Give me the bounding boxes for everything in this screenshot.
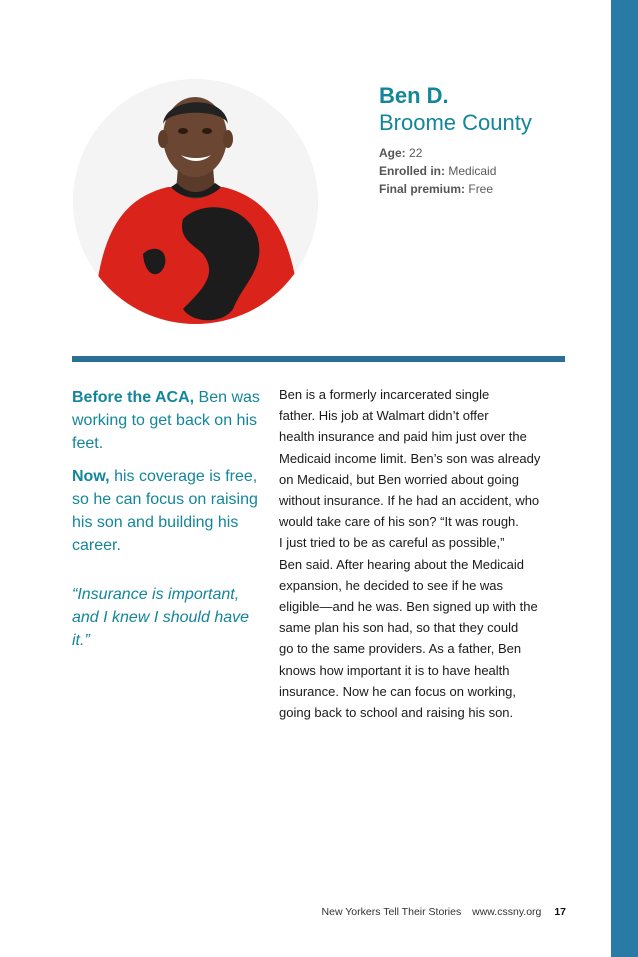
footer-url: www.cssny.org (472, 906, 542, 918)
age-value: 22 (409, 146, 423, 160)
premium-label: Final premium: (379, 182, 466, 196)
person-name: Ben D. (379, 83, 449, 108)
story-line: insurance. Now he can focus on working, (279, 683, 517, 699)
enrolled-value: Medicaid (448, 164, 497, 178)
before-aca-text: Ben was working to get back on his feet. (72, 389, 260, 452)
page-number: 17 (554, 906, 566, 918)
portrait-illustration (73, 79, 318, 324)
section-divider (72, 356, 565, 362)
story-line: would take care of his son? “It was rough. (279, 514, 519, 530)
now-lead: Now, (72, 468, 110, 485)
story-line: going back to school and raising his son. (279, 705, 514, 721)
story-line: father. His job at Walmart didn’t offer (279, 408, 489, 424)
page-footer (322, 906, 566, 918)
story-line: Medicaid income limit. Ben’s son was already (279, 450, 541, 466)
story-line: Ben is a formerly incarcerated single (279, 387, 490, 402)
story-line: Ben said. After hearing about the Medicaid (279, 556, 524, 572)
story-line: eligible—and he was. Ben signed up with the (279, 599, 538, 615)
page-edge-bar (611, 0, 638, 957)
profile-details (379, 144, 599, 198)
profile-header (379, 82, 599, 198)
story-line: same plan his son had, so that they could (279, 620, 519, 636)
before-aca-lead: Before the ACA, (72, 389, 195, 406)
story-line: on Medicaid, but Ben worried about going (279, 471, 519, 487)
person-county: Broome County (379, 110, 532, 135)
now-text: his coverage is free, so he can focus on raising his son and building his career. (72, 468, 258, 554)
story-line: health insurance and paid him just over the (279, 429, 527, 445)
age-row (379, 144, 599, 162)
portrait-photo (73, 79, 318, 324)
story-line: expansion, he decided to see if he was (279, 577, 504, 593)
age-label: Age: (379, 146, 406, 160)
highlight-column (72, 386, 262, 652)
story-body (279, 384, 569, 723)
enrolled-row (379, 162, 599, 180)
story-line: I just tried to be as careful as possible,” (279, 535, 505, 551)
story-line: go to the same providers. As a father, Ben (279, 641, 522, 657)
pull-quote: “Insurance is important, and I knew I should have it.” (72, 586, 250, 649)
footer-series-title: New Yorkers Tell Their Stories (321, 906, 462, 918)
story-line: without insurance. If he had an accident, who (279, 493, 540, 509)
before-aca-statement (72, 386, 262, 455)
premium-value: Free (468, 182, 494, 196)
now-statement (72, 465, 262, 557)
story-line: knows how important it is to have health (279, 662, 510, 678)
enrolled-label: Enrolled in: (379, 164, 445, 178)
premium-row (379, 180, 599, 198)
